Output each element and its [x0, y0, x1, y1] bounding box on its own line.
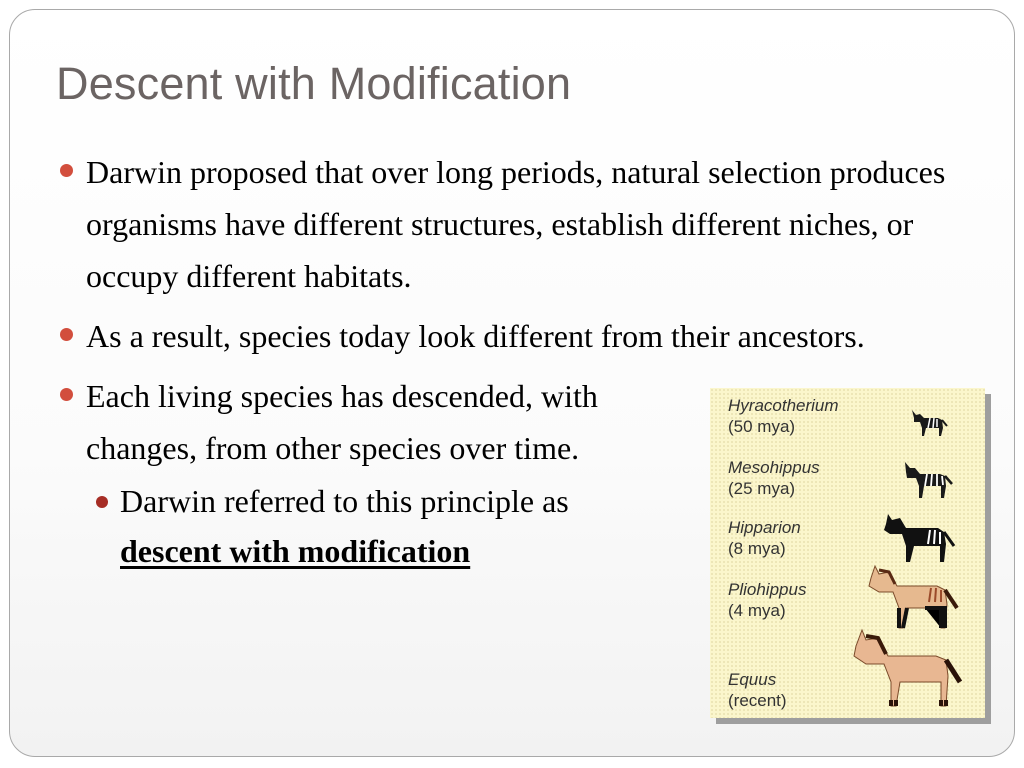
tan-horse-icon [865, 562, 965, 632]
horse-age: (4 mya) [728, 601, 786, 620]
bullet-item-1 [56, 146, 956, 302]
horse-age: (50 mya) [728, 417, 796, 436]
sub-bullet-item [120, 476, 680, 576]
horse-name: Mesohippus [728, 458, 820, 477]
striped-horse-icon [900, 458, 956, 500]
horse-age: (25 mya) [728, 479, 796, 498]
bullet-dot-icon [60, 328, 73, 341]
slide-title: Descent with Modification [56, 58, 572, 109]
sub-bullet-text: Darwin referred to this principle as [120, 483, 569, 519]
horse-name: Hyracotherium [728, 396, 839, 415]
slide [9, 9, 1015, 757]
sub-bullet-list [86, 476, 696, 576]
bullet-text-3: Each living species has descended, with changes, from other species over time. [86, 378, 598, 466]
horse-name: Pliohippus [728, 580, 807, 599]
bullet-text-2: As a result, species today look different from their ancestors. [86, 318, 865, 354]
sub-bullet-dot-icon [96, 496, 108, 508]
bullet-dot-icon [60, 388, 73, 401]
dark-horse-icon [880, 510, 960, 566]
horse-name: Equus [728, 670, 777, 689]
bullet-text-1: Darwin proposed that over long periods, natural selection produces organisms have different structures, establish different niches, or occupy different habitats. [86, 154, 946, 294]
horse-name: Hipparion [728, 518, 801, 537]
bullet-item-3 [56, 370, 696, 576]
small-striped-horse-icon [908, 406, 950, 438]
horse-age: (recent) [728, 691, 787, 710]
horse-evolution-figure [710, 388, 985, 718]
modern-horse-icon [850, 626, 970, 710]
horse-age: (8 mya) [728, 539, 786, 558]
bullet-item-2 [56, 310, 956, 362]
bullet-dot-icon [60, 164, 73, 177]
key-term: descent with modification [120, 533, 471, 569]
